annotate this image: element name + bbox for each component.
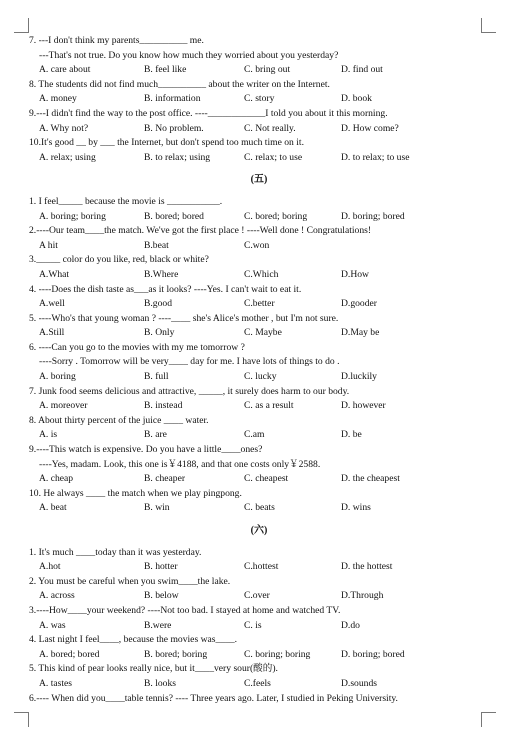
question-text: 8. About thirty percent of the juice ____ water. bbox=[29, 414, 209, 426]
question-text: 3.----How____your weekend? ----Not too bad. I stayed at home and watched TV. bbox=[29, 604, 341, 616]
answer-option: B. instead bbox=[144, 400, 183, 412]
crop-mark-bottom-left bbox=[14, 712, 29, 727]
answer-option: A.Still bbox=[39, 327, 65, 339]
answer-options bbox=[29, 370, 489, 385]
answer-options bbox=[29, 589, 489, 604]
answer-option: D.How bbox=[341, 268, 369, 280]
answer-option: A. relax; using bbox=[39, 151, 96, 163]
answer-options bbox=[29, 619, 489, 634]
answer-option: D.Through bbox=[341, 590, 384, 602]
crop-mark-top-right bbox=[481, 18, 496, 33]
answer-option: A. across bbox=[39, 590, 75, 602]
answer-option: B.beat bbox=[144, 239, 169, 251]
answer-option: B. win bbox=[144, 502, 170, 514]
answer-option: B.good bbox=[144, 298, 172, 310]
answer-option: A. was bbox=[39, 619, 66, 631]
answer-option: C. beats bbox=[244, 502, 275, 514]
answer-option: C. relax; to use bbox=[244, 151, 303, 163]
answer-option: D.May be bbox=[341, 327, 380, 339]
answer-options bbox=[29, 560, 489, 575]
answer-option: C. Not really. bbox=[244, 122, 296, 134]
answer-option: C.over bbox=[244, 590, 270, 602]
question-text: 7. ---I don't think my parents__________ me. bbox=[29, 35, 204, 46]
answer-option: D. boring; bored bbox=[341, 648, 405, 660]
answer-options bbox=[29, 151, 489, 166]
answer-options bbox=[29, 239, 489, 254]
answer-options bbox=[29, 297, 489, 312]
answer-option: C. as a result bbox=[244, 400, 294, 412]
answer-option: B. cheaper bbox=[144, 473, 186, 485]
answer-option: B. information bbox=[144, 93, 201, 105]
question-text: 2.----Our team____the match. We've got the first place ! ----Well done ! Congratulations! bbox=[29, 225, 372, 237]
answer-option: C. is bbox=[244, 619, 262, 631]
answer-option: A. cheap bbox=[39, 473, 74, 485]
question-text: 1. It's much ____today than it was yesterday. bbox=[29, 546, 202, 558]
answer-option: A.well bbox=[39, 298, 65, 310]
question-text: 8. The students did not find much__________ about the writer on the Internet. bbox=[29, 78, 330, 90]
answer-option: C.Which bbox=[244, 268, 279, 280]
answer-option: A. bored; bored bbox=[39, 648, 100, 660]
answer-option: B. are bbox=[144, 429, 167, 441]
answer-option: D. book bbox=[341, 93, 372, 105]
question-text: 10.It's good __ by ___ the Internet, but don't spend too much time on it. bbox=[29, 137, 304, 149]
answer-option: C.hottest bbox=[244, 561, 279, 573]
question-continuation: ----Sorry . Tomorrow will be very____ day for me. I have lots of things to do . bbox=[39, 356, 340, 368]
answer-option: B. bored; bored bbox=[144, 210, 204, 222]
answer-option: A hit bbox=[39, 239, 58, 251]
answer-option: A. tastes bbox=[39, 677, 73, 689]
answer-option: D.do bbox=[341, 619, 360, 631]
answer-options bbox=[29, 122, 489, 137]
answer-option: D. How come? bbox=[341, 122, 399, 134]
question-continuation: ----Yes, madam. Look, this one is￥4188, and that one costs only￥2588. bbox=[39, 458, 321, 470]
answer-option: A. is bbox=[39, 429, 58, 441]
answer-option: B. Only bbox=[144, 327, 175, 339]
answer-option: D.gooder bbox=[341, 298, 377, 310]
answer-option: C. bored; boring bbox=[244, 210, 308, 222]
answer-option: C. lucky bbox=[244, 371, 277, 383]
answer-options bbox=[29, 501, 489, 516]
answer-option: C. cheapest bbox=[244, 473, 289, 485]
answer-option: D. to relax; to use bbox=[341, 151, 410, 163]
answer-option: C. boring; boring bbox=[244, 648, 311, 660]
answer-options bbox=[29, 677, 489, 692]
question-text: 4. ----Does the dish taste as___as it looks? ----Yes. I can't wait to eat it. bbox=[29, 283, 302, 295]
question-text: 9.---I didn't find the way to the post office. ----____________I told you about it this morning. bbox=[29, 107, 388, 119]
answer-option: B.were bbox=[144, 619, 172, 631]
question-text: 9.----This watch is expensive. Do you have a little____ones? bbox=[29, 444, 263, 456]
answer-options bbox=[29, 472, 489, 487]
answer-option: A.What bbox=[39, 268, 70, 280]
answer-option: D. the cheapest bbox=[341, 473, 400, 485]
answer-option: D. wins bbox=[341, 502, 371, 514]
answer-option: A. care about bbox=[39, 64, 91, 76]
answer-option: B. feel like bbox=[144, 64, 187, 76]
answer-option: C.feels bbox=[244, 677, 271, 689]
question-text: 4. Last night I feel____, because the movies was____. bbox=[29, 634, 238, 646]
answer-options bbox=[29, 210, 489, 225]
answer-option: C. bring out bbox=[244, 64, 291, 76]
answer-option: C.won bbox=[244, 239, 270, 251]
question-text: 1. I feel_____ because the movie is ___________. bbox=[29, 195, 223, 207]
question-text: 7. Junk food seems delicious and attractive, _____, it surely does harm to our body. bbox=[29, 385, 350, 397]
answer-option: D.sounds bbox=[341, 677, 377, 689]
answer-options bbox=[29, 92, 489, 107]
answer-options bbox=[29, 268, 489, 283]
answer-option: B. to relax; using bbox=[144, 151, 211, 163]
answer-option: A. boring bbox=[39, 371, 76, 383]
answer-option: D. the hottest bbox=[341, 561, 393, 573]
exercise-content bbox=[29, 34, 489, 706]
crop-mark-bottom-right bbox=[481, 712, 496, 727]
answer-option: D. boring; bored bbox=[341, 210, 405, 222]
answer-option: B. looks bbox=[144, 677, 176, 689]
question-continuation: ---That's not true. Do you know how much they worried about you yesterday? bbox=[39, 49, 339, 61]
answer-option: D. find out bbox=[341, 64, 383, 76]
question-text: 6.---- When did you____table tennis? ---- Three years ago. Later, I studied in Peking University. bbox=[29, 692, 398, 704]
answer-option: D. however bbox=[341, 400, 386, 412]
answer-option: A. boring; boring bbox=[39, 210, 106, 222]
answer-option: A. money bbox=[39, 93, 77, 105]
answer-option: B. below bbox=[144, 590, 179, 602]
answer-option: B. hotter bbox=[144, 561, 178, 573]
answer-option: A. beat bbox=[39, 502, 67, 514]
answer-option: C. story bbox=[244, 93, 275, 105]
question-text: 6. ----Can you go to the movies with my me tomorrow ? bbox=[29, 341, 245, 353]
answer-options bbox=[29, 399, 489, 414]
answer-option: A.hot bbox=[39, 561, 61, 573]
answer-option: C. Maybe bbox=[244, 327, 282, 339]
answer-options bbox=[29, 63, 489, 78]
answer-option: B. bored; boring bbox=[144, 648, 208, 660]
answer-option: A. moreover bbox=[39, 400, 88, 412]
question-text: 10. He always ____ the match when we play pingpong. bbox=[29, 487, 242, 499]
crop-mark-top-left bbox=[14, 18, 29, 33]
answer-options bbox=[29, 428, 489, 443]
answer-option: B.Where bbox=[144, 268, 179, 280]
answer-option: C.better bbox=[244, 298, 275, 310]
answer-option: D.luckily bbox=[341, 371, 377, 383]
section-heading: (六) bbox=[250, 525, 268, 536]
answer-option: B. full bbox=[144, 371, 169, 383]
answer-options bbox=[29, 326, 489, 341]
question-text: 2. You must be careful when you swim____the lake. bbox=[29, 575, 231, 587]
question-text: 5. ----Who's that young woman ? ----____ she's Alice's mother , but I'm not sure. bbox=[29, 312, 339, 324]
question-text: 3._____ color do you like, red, black or white? bbox=[29, 254, 209, 266]
question-text: 5. This kind of pear looks really nice, but it____very sour(酸的). bbox=[29, 663, 278, 675]
answer-option: C.am bbox=[244, 429, 265, 441]
answer-option: A. Why not? bbox=[39, 122, 89, 134]
answer-option: B. No problem. bbox=[144, 122, 204, 134]
section-heading: (五) bbox=[250, 174, 268, 186]
answer-options bbox=[29, 648, 489, 663]
answer-option: D. be bbox=[341, 429, 362, 441]
